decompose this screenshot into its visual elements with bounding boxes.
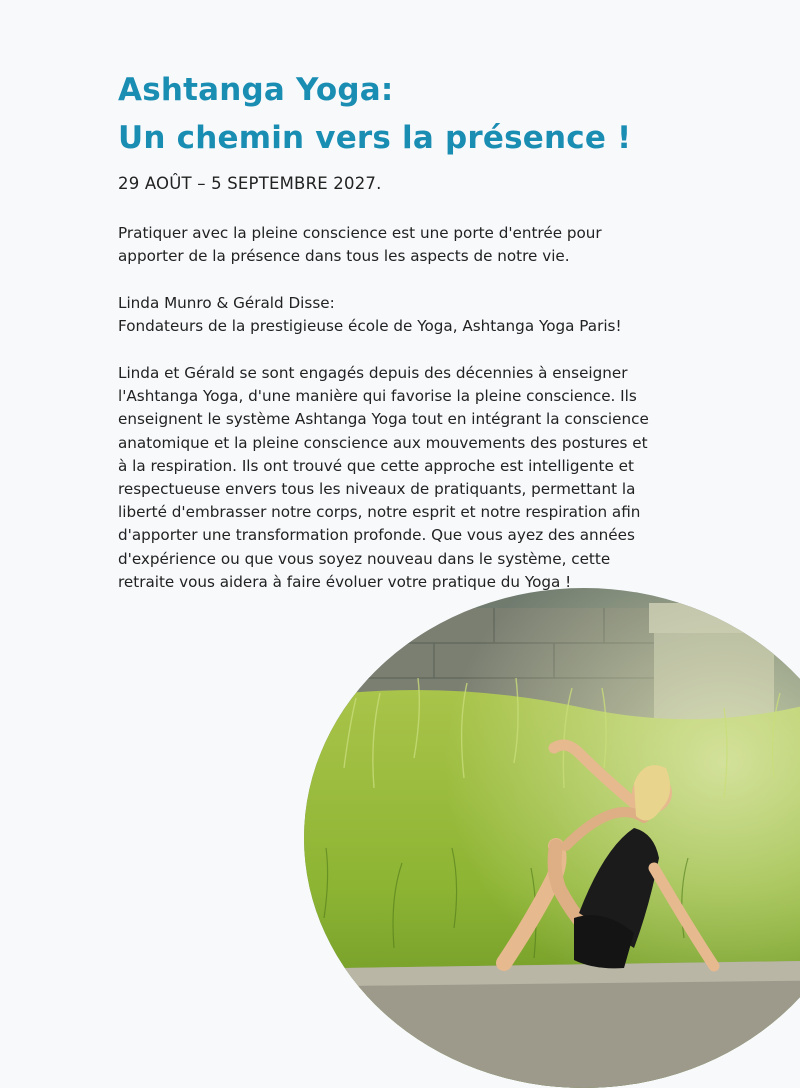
event-date: 29 AOÛT – 5 SEPTEMBRE 2027.	[118, 174, 382, 193]
text-line: Linda et Gérald se sont engagés depuis des décennies à enseigner	[118, 364, 628, 382]
text-line: retraite vous aidera à faire évoluer votre pratique du Yoga !	[118, 572, 572, 591]
text-line: à la respiration. Ils ont trouvé que cette approche est intelligente et	[118, 456, 634, 475]
text-line: d'apporter une transformation profonde. Que vous ayez des années	[118, 526, 635, 545]
page-title	[118, 66, 758, 162]
text-line: anatomique et la pleine conscience aux mouvements des postures et	[118, 433, 648, 452]
yoga-photo	[304, 588, 800, 1088]
description-paragraph	[118, 362, 718, 594]
text-line: Fondateurs de la prestigieuse école de Yoga, Ashtanga Yoga Paris!	[118, 317, 622, 336]
title-line-1: Ashtanga Yoga:	[118, 72, 394, 108]
text-line: apporter de la présence dans tous les aspects de notre vie.	[118, 247, 570, 266]
title-line-2: Un chemin vers la présence !	[118, 120, 632, 156]
text-line: Linda Munro & Gérald Disse:	[118, 294, 335, 312]
founders-paragraph	[118, 292, 718, 338]
text-line: Pratiquer avec la pleine conscience est une porte d'entrée pour	[118, 224, 602, 242]
text-line: respectueuse envers tous les niveaux de pratiquants, permettant la	[118, 480, 636, 499]
text-line: liberté d'embrasser notre corps, notre esprit et notre respiration afin	[118, 503, 641, 522]
text-line: l'Ashtanga Yoga, d'une manière qui favorise la pleine conscience. Ils	[118, 387, 637, 406]
text-line: d'expérience ou que vous soyez nouveau dans le système, cette	[118, 549, 611, 568]
text-line: enseignent le système Ashtanga Yoga tout en intégrant la conscience	[118, 410, 649, 429]
intro-paragraph	[118, 222, 718, 268]
